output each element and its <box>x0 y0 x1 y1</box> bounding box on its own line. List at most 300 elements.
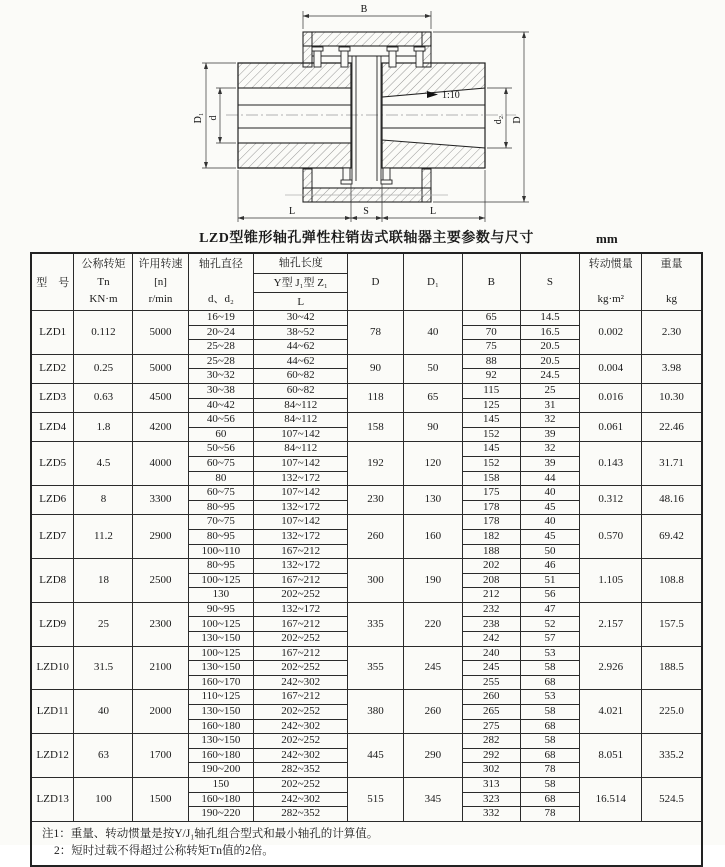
cell-bore-length: 107~142 <box>254 456 348 471</box>
cell-model: LZD4 <box>31 413 74 442</box>
cell-D: 355 <box>348 646 404 690</box>
cell-torque: 1.8 <box>74 413 133 442</box>
cell-D: 300 <box>348 559 404 603</box>
cell-weight: 69.42 <box>642 515 702 559</box>
header-bore-len-l1: 轴孔长度 <box>278 257 323 269</box>
table-row <box>31 515 702 530</box>
header-bore-dia-l1: 轴孔直径 <box>198 258 243 270</box>
cell-B: 158 <box>462 471 520 486</box>
cell-B: 292 <box>462 748 520 763</box>
cell-bore-length: 38~52 <box>254 325 348 340</box>
dim-label-D1: D₁ <box>193 112 204 124</box>
cell-weight: 335.2 <box>642 734 702 778</box>
cell-torque: 100 <box>74 778 133 822</box>
header-D-label: D <box>371 276 380 288</box>
cell-bore-diameter: 40~56 <box>188 413 254 428</box>
cell-bore-length: 132~172 <box>254 529 348 544</box>
cell-B: 232 <box>462 602 520 617</box>
cell-bore-length: 202~252 <box>254 778 348 793</box>
cell-bore-length: 107~142 <box>254 486 348 501</box>
cell-S: 58 <box>520 778 580 793</box>
table-row <box>31 413 702 428</box>
header-bore-diameter <box>188 253 254 311</box>
cell-model: LZD3 <box>31 383 74 412</box>
note-line-1: 注1：重量、转动惯量是按Y/J₁轴孔组合型式和最小轴孔的计算值。 <box>42 827 379 840</box>
cell-model: LZD9 <box>31 602 74 646</box>
cell-S: 53 <box>520 646 580 661</box>
cell-bore-diameter: 80~95 <box>188 529 254 544</box>
cell-S: 78 <box>520 763 580 778</box>
spacer-sleeve <box>352 56 381 181</box>
header-bore-length <box>254 253 348 311</box>
table-row <box>31 602 702 617</box>
cell-bore-length: 242~302 <box>254 675 348 690</box>
cell-bore-length: 84~112 <box>254 398 348 413</box>
cell-bore-length: 242~302 <box>254 719 348 734</box>
cell-B: 332 <box>462 807 520 822</box>
right-hub <box>382 63 485 168</box>
header-speed-l2: [n] <box>154 275 167 288</box>
cell-weight: 108.8 <box>642 559 702 603</box>
cell-inertia: 0.016 <box>580 383 642 412</box>
table-row <box>31 383 702 398</box>
cell-B: 75 <box>462 340 520 355</box>
cell-weight: 10.30 <box>642 383 702 412</box>
cell-torque: 11.2 <box>74 515 133 559</box>
cell-weight: 225.0 <box>642 690 702 734</box>
cell-speed: 3300 <box>133 486 188 515</box>
cell-speed: 2000 <box>133 690 188 734</box>
cell-inertia: 2.157 <box>580 602 642 646</box>
header-model-label: 型 号 <box>36 277 70 289</box>
cell-bore-diameter: 160~180 <box>188 748 254 763</box>
cell-B: 125 <box>462 398 520 413</box>
cell-bore-length: 202~252 <box>254 632 348 647</box>
cell-bore-diameter: 160~180 <box>188 719 254 734</box>
cell-S: 14.5 <box>520 311 580 326</box>
header-inertia-l1: 转动惯量 <box>588 258 633 270</box>
cell-weight: 3.98 <box>642 354 702 383</box>
cell-bore-length: 242~302 <box>254 792 348 807</box>
cell-model: LZD8 <box>31 559 74 603</box>
cell-speed: 1700 <box>133 734 188 778</box>
cell-S: 52 <box>520 617 580 632</box>
cell-S: 68 <box>520 675 580 690</box>
left-hub <box>238 63 351 168</box>
cell-S: 24.5 <box>520 369 580 384</box>
dim-label-d2: d₂ <box>493 115 504 125</box>
cell-weight: 31.71 <box>642 442 702 486</box>
header-inertia <box>580 253 642 311</box>
cell-D: 192 <box>348 442 404 486</box>
cell-D: 380 <box>348 690 404 734</box>
table-row <box>31 559 702 574</box>
cell-S: 53 <box>520 690 580 705</box>
cell-S: 58 <box>520 705 580 720</box>
cell-weight: 22.46 <box>642 413 702 442</box>
table-row <box>31 486 702 501</box>
cell-torque: 40 <box>74 690 133 734</box>
cell-B: 238 <box>462 617 520 632</box>
header-torque-l2: Tn <box>97 275 110 288</box>
cell-B: 152 <box>462 456 520 471</box>
cell-bore-diameter: 30~38 <box>188 383 254 398</box>
table-footer <box>31 821 702 866</box>
cell-weight: 524.5 <box>642 778 702 822</box>
cell-S: 40 <box>520 515 580 530</box>
cell-torque: 8 <box>74 486 133 515</box>
cell-bore-length: 84~112 <box>254 442 348 457</box>
cell-S: 39 <box>520 456 580 471</box>
coupling-section-drawing <box>0 0 725 228</box>
cell-B: 92 <box>462 369 520 384</box>
cell-inertia: 16.514 <box>580 778 642 822</box>
cell-D: 260 <box>348 515 404 559</box>
table-row <box>31 734 702 749</box>
dim-label-B: B <box>360 4 368 15</box>
cell-bore-diameter: 60 <box>188 427 254 442</box>
cell-bore-length: 107~142 <box>254 427 348 442</box>
cell-bore-length: 132~172 <box>254 559 348 574</box>
cell-bore-length: 202~252 <box>254 734 348 749</box>
cell-bore-diameter: 16~19 <box>188 311 254 326</box>
cell-bore-diameter: 70~75 <box>188 515 254 530</box>
cell-bore-diameter: 60~75 <box>188 456 254 471</box>
cell-B: 245 <box>462 661 520 676</box>
header-torque <box>74 253 133 311</box>
header-speed-l1: 许用转速 <box>138 258 183 270</box>
cell-bore-length: 282~352 <box>254 763 348 778</box>
cell-torque: 0.25 <box>74 354 133 383</box>
title-row <box>30 228 703 252</box>
cell-model: LZD7 <box>31 515 74 559</box>
cell-torque: 0.112 <box>74 311 133 355</box>
cell-bore-diameter: 160~180 <box>188 792 254 807</box>
cell-bore-length: 202~252 <box>254 705 348 720</box>
page-title: LZD型锥形轴孔弹性柱销齿式联轴器主要参数与尺寸 <box>199 231 534 246</box>
cell-D1: 40 <box>403 311 462 355</box>
cell-D1: 130 <box>403 486 462 515</box>
cell-bore-diameter: 90~95 <box>188 602 254 617</box>
cell-B: 313 <box>462 778 520 793</box>
cell-speed: 2100 <box>133 646 188 690</box>
cell-bore-length: 44~62 <box>254 340 348 355</box>
cell-model: LZD13 <box>31 778 74 822</box>
cell-S: 20.5 <box>520 340 580 355</box>
dim-label-L-right: L <box>429 206 437 217</box>
cell-torque: 25 <box>74 602 133 646</box>
cell-bore-diameter: 80 <box>188 471 254 486</box>
cell-inertia: 0.570 <box>580 515 642 559</box>
cell-bore-diameter: 100~125 <box>188 617 254 632</box>
cell-bore-diameter: 190~220 <box>188 807 254 822</box>
cell-S: 68 <box>520 792 580 807</box>
cell-torque: 4.5 <box>74 442 133 486</box>
cell-bore-length: 167~212 <box>254 690 348 705</box>
cell-bore-length: 202~252 <box>254 588 348 603</box>
cell-bore-length: 132~172 <box>254 500 348 515</box>
cell-S: 46 <box>520 559 580 574</box>
cell-model: LZD5 <box>31 442 74 486</box>
cell-S: 78 <box>520 807 580 822</box>
cell-D1: 220 <box>403 602 462 646</box>
cell-model: LZD12 <box>31 734 74 778</box>
cell-weight: 2.30 <box>642 311 702 355</box>
cell-S: 31 <box>520 398 580 413</box>
cell-B: 323 <box>462 792 520 807</box>
cell-D: 335 <box>348 602 404 646</box>
cell-D1: 190 <box>403 559 462 603</box>
notes-cell <box>31 821 702 866</box>
cell-inertia: 0.143 <box>580 442 642 486</box>
dim-label-L-left: L <box>288 206 296 217</box>
header-bore-dia-l2: d、d₂ <box>207 293 234 305</box>
cell-bore-diameter: 100~125 <box>188 573 254 588</box>
header-D <box>348 253 404 311</box>
cell-B: 175 <box>462 486 520 501</box>
table-row <box>31 690 702 705</box>
cell-bore-length: 107~142 <box>254 515 348 530</box>
header-torque-l1: 公称转矩 <box>81 258 126 270</box>
cell-S: 32 <box>520 413 580 428</box>
cell-model: LZD11 <box>31 690 74 734</box>
cell-speed: 5000 <box>133 311 188 355</box>
cell-B: 65 <box>462 311 520 326</box>
cell-B: 115 <box>462 383 520 398</box>
cell-bore-diameter: 100~110 <box>188 544 254 559</box>
cell-inertia: 2.926 <box>580 646 642 690</box>
cell-speed: 2500 <box>133 559 188 603</box>
cell-inertia: 0.312 <box>580 486 642 515</box>
cell-bore-length: 84~112 <box>254 413 348 428</box>
cell-S: 57 <box>520 632 580 647</box>
cell-inertia: 0.004 <box>580 354 642 383</box>
cell-bore-diameter: 150 <box>188 778 254 793</box>
elastic-pins-bottom <box>341 168 392 184</box>
cell-bore-diameter: 130~150 <box>188 705 254 720</box>
cell-model: LZD1 <box>31 311 74 355</box>
cell-B: 208 <box>462 573 520 588</box>
cell-torque: 0.63 <box>74 383 133 412</box>
table-row <box>31 442 702 457</box>
cell-D1: 260 <box>403 690 462 734</box>
cell-bore-length: 30~42 <box>254 311 348 326</box>
cell-D1: 160 <box>403 515 462 559</box>
cell-bore-length: 202~252 <box>254 661 348 676</box>
cell-bore-diameter: 80~95 <box>188 559 254 574</box>
cell-B: 242 <box>462 632 520 647</box>
cell-B: 188 <box>462 544 520 559</box>
cell-speed: 1500 <box>133 778 188 822</box>
header-bore-len-l3: L <box>254 292 347 312</box>
cell-model: LZD2 <box>31 354 74 383</box>
cell-D1: 50 <box>403 354 462 383</box>
cell-bore-diameter: 130 <box>188 588 254 603</box>
cell-B: 255 <box>462 675 520 690</box>
cell-torque: 18 <box>74 559 133 603</box>
cell-B: 265 <box>462 705 520 720</box>
cell-model: LZD10 <box>31 646 74 690</box>
table-body <box>31 311 702 822</box>
cell-B: 202 <box>462 559 520 574</box>
dimension-d <box>216 88 236 143</box>
cell-D: 90 <box>348 354 404 383</box>
cell-bore-length: 167~212 <box>254 646 348 661</box>
header-torque-l3: KN·m <box>89 293 118 305</box>
cell-weight: 157.5 <box>642 602 702 646</box>
header-weight-l1: 重量 <box>660 258 683 270</box>
cell-B: 145 <box>462 413 520 428</box>
cell-torque: 31.5 <box>74 646 133 690</box>
cell-D1: 120 <box>403 442 462 486</box>
table-header <box>31 253 702 311</box>
cell-B: 212 <box>462 588 520 603</box>
cell-S: 16.5 <box>520 325 580 340</box>
cell-D: 230 <box>348 486 404 515</box>
header-B <box>462 253 520 311</box>
cell-S: 39 <box>520 427 580 442</box>
cell-inertia: 1.105 <box>580 559 642 603</box>
cell-D: 118 <box>348 383 404 412</box>
cell-D1: 65 <box>403 383 462 412</box>
cell-D1: 245 <box>403 646 462 690</box>
cell-D1: 345 <box>403 778 462 822</box>
cell-bore-diameter: 25~28 <box>188 354 254 369</box>
cell-speed: 4000 <box>133 442 188 486</box>
cell-bore-length: 60~82 <box>254 369 348 384</box>
cell-S: 32 <box>520 442 580 457</box>
cell-S: 50 <box>520 544 580 559</box>
cell-bore-diameter: 100~125 <box>188 646 254 661</box>
header-weight-l2: kg <box>666 293 678 305</box>
cell-S: 56 <box>520 588 580 603</box>
header-B-label: B <box>487 276 495 288</box>
table-row <box>31 646 702 661</box>
cell-model: LZD6 <box>31 486 74 515</box>
cell-S: 25 <box>520 383 580 398</box>
dim-label-D: D <box>512 116 523 124</box>
cell-D1: 90 <box>403 413 462 442</box>
cell-B: 152 <box>462 427 520 442</box>
header-D1 <box>403 253 462 311</box>
cell-bore-length: 132~172 <box>254 471 348 486</box>
cell-D: 158 <box>348 413 404 442</box>
cell-speed: 2900 <box>133 515 188 559</box>
taper-ratio-label: 1:10 <box>442 90 460 101</box>
table-row <box>31 354 702 369</box>
cell-S: 44 <box>520 471 580 486</box>
cell-B: 178 <box>462 515 520 530</box>
cell-bore-length: 242~302 <box>254 748 348 763</box>
cell-S: 68 <box>520 719 580 734</box>
cell-D: 445 <box>348 734 404 778</box>
cell-weight: 48.16 <box>642 486 702 515</box>
dim-label-d: d <box>208 115 219 121</box>
cell-bore-diameter: 130~150 <box>188 632 254 647</box>
cell-S: 58 <box>520 661 580 676</box>
cell-bore-diameter: 130~150 <box>188 734 254 749</box>
cell-S: 45 <box>520 529 580 544</box>
cell-speed: 5000 <box>133 354 188 383</box>
dim-label-S: S <box>363 206 369 217</box>
cell-speed: 4500 <box>133 383 188 412</box>
table-row <box>31 311 702 326</box>
cell-bore-length: 44~62 <box>254 354 348 369</box>
cell-bore-diameter: 130~150 <box>188 661 254 676</box>
cell-bore-diameter: 60~75 <box>188 486 254 501</box>
cell-bore-length: 167~212 <box>254 573 348 588</box>
header-speed <box>133 253 188 311</box>
cell-bore-diameter: 160~170 <box>188 675 254 690</box>
cell-S: 68 <box>520 748 580 763</box>
cell-B: 145 <box>462 442 520 457</box>
cell-B: 178 <box>462 500 520 515</box>
cell-bore-diameter: 190~200 <box>188 763 254 778</box>
cell-S: 58 <box>520 734 580 749</box>
cell-bore-diameter: 110~125 <box>188 690 254 705</box>
cell-B: 282 <box>462 734 520 749</box>
header-S-label: S <box>546 276 554 288</box>
cell-torque: 63 <box>74 734 133 778</box>
header-model <box>31 253 74 311</box>
cell-inertia: 4.021 <box>580 690 642 734</box>
cell-speed: 2300 <box>133 602 188 646</box>
note-line-2: 2：短时过载不得超过公称转矩Tn值的2倍。 <box>54 844 274 857</box>
header-D1-label: D₁ <box>427 276 439 288</box>
cell-bore-length: 167~212 <box>254 544 348 559</box>
cell-S: 20.5 <box>520 354 580 369</box>
cell-speed: 4200 <box>133 413 188 442</box>
cell-B: 182 <box>462 529 520 544</box>
bottom-sleeve <box>285 169 448 202</box>
cell-bore-diameter: 25~28 <box>188 340 254 355</box>
cell-D1: 290 <box>403 734 462 778</box>
cell-S: 51 <box>520 573 580 588</box>
table-row <box>31 778 702 793</box>
cell-bore-length: 60~82 <box>254 383 348 398</box>
cell-B: 240 <box>462 646 520 661</box>
cell-B: 275 <box>462 719 520 734</box>
cell-B: 302 <box>462 763 520 778</box>
cell-bore-diameter: 30~32 <box>188 369 254 384</box>
cell-bore-length: 132~172 <box>254 602 348 617</box>
header-inertia-l2: kg·m² <box>597 293 624 305</box>
cell-B: 88 <box>462 354 520 369</box>
cell-S: 47 <box>520 602 580 617</box>
cell-S: 40 <box>520 486 580 501</box>
header-weight <box>642 253 702 311</box>
cell-weight: 188.5 <box>642 646 702 690</box>
cell-inertia: 0.061 <box>580 413 642 442</box>
cell-inertia: 0.002 <box>580 311 642 355</box>
cell-inertia: 8.051 <box>580 734 642 778</box>
header-S <box>520 253 580 311</box>
cell-bore-diameter: 20~24 <box>188 325 254 340</box>
dimension-D1 <box>202 63 236 168</box>
cell-bore-length: 282~352 <box>254 807 348 822</box>
cell-bore-diameter: 50~56 <box>188 442 254 457</box>
cell-bore-diameter: 80~95 <box>188 500 254 515</box>
cell-bore-length: 167~212 <box>254 617 348 632</box>
cell-bore-diameter: 40~42 <box>188 398 254 413</box>
parameter-table <box>30 252 703 867</box>
header-speed-l3: r/min <box>148 293 173 305</box>
cell-B: 260 <box>462 690 520 705</box>
cell-D: 515 <box>348 778 404 822</box>
cell-D: 78 <box>348 311 404 355</box>
unit-label: mm <box>596 231 618 246</box>
cell-S: 45 <box>520 500 580 515</box>
